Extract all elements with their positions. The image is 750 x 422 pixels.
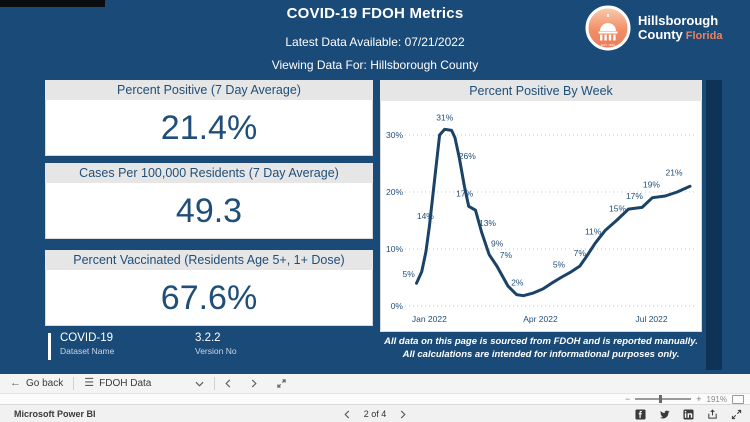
svg-text:Apr 2022: Apr 2022	[523, 314, 558, 324]
card-percent-vaccinated-value: 67.6%	[160, 278, 258, 317]
svg-text:0%: 0%	[390, 301, 403, 311]
logo-line2: County Florida	[638, 26, 723, 42]
zoom-out-icon[interactable]: −	[625, 393, 631, 404]
fullscreen-toggle-icon[interactable]	[731, 409, 742, 420]
card-cases-per-100k	[45, 163, 373, 239]
version-label: Version No	[195, 346, 237, 356]
dataset-name-label: Dataset Name	[60, 346, 115, 356]
svg-text:19%: 19%	[642, 179, 660, 190]
page-indicator: 2 of 4	[363, 409, 387, 419]
logo-florida: Florida	[685, 29, 723, 42]
svg-text:5%: 5%	[402, 268, 415, 279]
svg-text:11%: 11%	[584, 226, 602, 237]
card-percent-positive-title: Percent Positive (7 Day Average)	[45, 80, 373, 100]
twitter-icon[interactable]	[659, 409, 670, 420]
next-page-button[interactable]	[241, 374, 267, 393]
svg-text:30%: 30%	[385, 130, 403, 140]
card-percent-vaccinated-title: Percent Vaccinated (Residents Age 5+, 1+ Dose)	[45, 250, 373, 270]
zoom-slider-handle[interactable]	[659, 395, 662, 403]
logo-line1: Hillsborough	[638, 12, 719, 28]
version-value: 3.2.2	[195, 332, 221, 344]
dataset-accent-bar	[48, 333, 51, 360]
card-percent-vaccinated	[45, 250, 373, 326]
card-cases-per-100k-title: Cases Per 100,000 Residents (7 Day Average)	[45, 163, 373, 183]
svg-text:7%: 7%	[499, 250, 513, 261]
expand-button[interactable]	[267, 374, 296, 393]
facebook-icon[interactable]	[635, 409, 646, 420]
fit-to-page-icon[interactable]	[732, 395, 744, 404]
county-logo-text	[638, 14, 722, 42]
hamburger-icon: ☰	[84, 377, 95, 389]
svg-text:Jan 2022: Jan 2022	[411, 314, 447, 324]
svg-text:17%: 17%	[625, 191, 643, 202]
powerbi-brand-label: Microsoft Power BI	[14, 409, 96, 419]
card-percent-positive	[45, 80, 373, 156]
percent-positive-by-week-chart[interactable]	[380, 80, 702, 332]
linkedin-icon[interactable]	[683, 409, 694, 420]
svg-text:14%: 14%	[416, 211, 434, 222]
svg-text:21%: 21%	[665, 167, 683, 178]
line-chart-plot[interactable]	[380, 101, 702, 332]
card-percent-positive-value: 21.4%	[160, 108, 258, 147]
share-icon[interactable]	[707, 409, 718, 420]
chevron-down-icon	[195, 381, 204, 387]
disclaimer-text	[380, 336, 702, 362]
right-accent-bar	[706, 80, 722, 370]
latest-data-subtitle: Latest Data Available: 07/21/2022	[285, 35, 465, 49]
page-menu-dropdown[interactable]	[74, 374, 214, 393]
chevron-right-icon	[251, 379, 257, 388]
svg-text:2%: 2%	[511, 277, 524, 288]
page-menu-label: FDOH Data	[99, 378, 152, 389]
chart-title: Percent Positive By Week	[380, 80, 702, 101]
powerbi-footer-bar	[0, 404, 750, 422]
svg-text:10%: 10%	[385, 244, 403, 254]
zoom-control-strip	[0, 394, 750, 404]
expand-icon	[277, 379, 286, 388]
county-seal-icon	[585, 5, 631, 51]
next-page-icon[interactable]	[400, 410, 406, 419]
svg-text:13%: 13%	[478, 217, 496, 228]
previous-page-button[interactable]	[215, 374, 241, 393]
dataset-name-value: COVID-19	[60, 332, 114, 344]
hillsborough-county-logo	[585, 5, 722, 51]
zoom-slider[interactable]	[635, 398, 691, 400]
svg-text:5%: 5%	[552, 259, 566, 270]
disclaimer-line2: All calculations are intended for informational purposes only.	[402, 348, 680, 360]
viewing-data-subtitle: Viewing Data For: Hillsborough County	[271, 58, 479, 72]
chevron-left-icon	[225, 379, 231, 388]
powerbi-action-bar	[0, 374, 750, 394]
card-cases-per-100k-value: 49.3	[175, 191, 243, 230]
zoom-percent-label: 191%	[706, 394, 727, 404]
svg-text:Jul 2022: Jul 2022	[635, 314, 668, 324]
svg-text:7%: 7%	[573, 248, 586, 259]
back-arrow-icon: ←	[10, 377, 21, 389]
svg-text:17%: 17%	[456, 188, 474, 199]
svg-text:EST. 1834: EST. 1834	[601, 43, 615, 47]
svg-text:15%: 15%	[609, 203, 627, 214]
go-back-label: Go back	[26, 378, 64, 389]
page-title: COVID-19 FDOH Metrics	[286, 5, 464, 22]
disclaimer-line1: All data on this page is sourced from FDOH and is reported manually.	[384, 336, 698, 347]
svg-text:9%: 9%	[491, 238, 504, 249]
zoom-in-icon[interactable]: +	[696, 393, 702, 404]
svg-text:31%: 31%	[436, 112, 454, 123]
svg-text:26%: 26%	[458, 150, 476, 161]
previous-page-icon[interactable]	[344, 410, 350, 419]
go-back-button[interactable]	[0, 374, 73, 393]
share-icons	[635, 409, 742, 420]
svg-text:20%: 20%	[385, 187, 403, 197]
